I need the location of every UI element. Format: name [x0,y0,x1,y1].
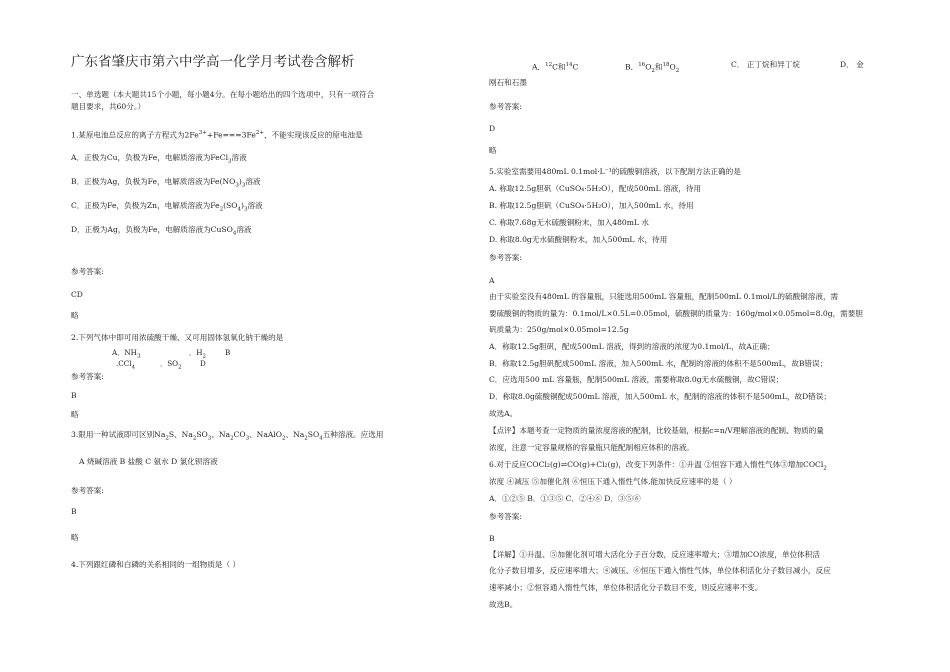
q5-exp-line-6: C．应选用500 mL 容量瓶，配制500mL 溶液，需要称取8.0g无水硫酸铜，故C错误； [489,375,784,384]
q2-option-c: .CCl$_4$ [116,359,136,371]
q2-option-a: A．$NH_3$ [112,348,141,360]
q5-ref-label: 参考答案: [489,253,522,262]
q3-explanation: 略 [71,533,79,542]
q5-option-c: C. 称取7.68g无水硫酸铜粉末，加入480mL 水 [489,218,650,227]
q1-ref-label: 参考答案: [71,267,104,276]
q5-comment-line-1: 【点评】本题考查一定物质的量浓度溶液的配制，比较基础，根据c=n/V理解溶液的配制、物质的量 [489,426,824,435]
q2-answer: B [71,391,77,400]
q4-ref-label: 参考答案: [489,102,522,111]
q4-answer: D [489,124,496,133]
q6-options: A．①②⑤ B．①③⑤ C．②④⑥ D．③⑤⑥ [489,494,641,503]
q1-stem: 1.某原电池总反应的离子方程式为$2Fe^{3+}+Fe===3Fe^{2+}$，不能实现该反应的原电池是 [71,130,363,140]
q3-options: A 烧碱溶液 B 盐酸 C 氨水 D 氯化钡溶液 [79,457,218,466]
q1-option-c: C．正极为Fe，负极为Zn，电解质溶液为$Fe_2(SO_4)_3$溶液 [71,201,263,213]
q5-exp-line-3: 矾质量为：250g/mol×0.05mol=12.5g [489,325,629,334]
q4-option-c: C． 正丁烷和异丁烷 [731,60,800,69]
q3-answer: B [71,507,77,516]
q6-exp-line-4: 故选B。 [489,600,518,609]
q6-answer: B [489,534,495,543]
q5-option-a: A. 称取12.5g胆矾（CuSO₄·5H₂O），配成500mL 溶液，待用 [489,184,702,193]
q1-option-b: B．正极为Ag，负极为Fe，电解质溶液为$Fe(NO_3)_3$溶液 [71,177,261,189]
q5-stem: 5.实验室需要用480mL 0.1mol·L⁻¹的硫酸铜溶液，以下配制方法正确的是 [489,167,741,176]
q6-stem-line-2: 浓度 ④减压 ⑤加催化剂 ⑥恒压下通入惰性气体,能加快反应速率的是（ ） [489,477,737,486]
q1-option-a: A．正极为Cu，负极为Fe，电解质溶液为FeCl$_3$溶液 [71,153,247,165]
q4-option-a: A．$^{12}$C和$^{14}$C [532,62,579,72]
q5-exp-line-2: 要硫酸铜的物质的量为：0.1mol/L×0.5L=0.05mol，硫酸铜的质量为：160g/mol×0.05mol=8.0g，需要胆 [489,309,863,318]
q2-stem: 2.下列气体中即可用浓硫酸干燥、又可用固体氢氧化钠干燥的是 [71,333,284,342]
q5-option-d: D. 称取8.0g无水硫酸铜粉末，加入500mL 水，待用 [489,235,668,244]
q6-exp-line-2: 化分子数目增多，反应速率增大；④减压、⑥恒压下通入惰性气体，单位体积活化分子数目减小，反应 [489,566,831,575]
q5-comment-line-2: 浓度，注意一定容量规格的容量瓶只能配制相应体积的溶液。 [489,443,695,452]
q4-explanation: 略 [489,146,497,155]
q5-exp-line-4: A．称取12.5g胆矾，配成500mL 溶液，得到的溶液的浓度为0.1mol/L，故A正确； [489,342,775,351]
q1-answer: CD [71,290,83,299]
q3-ref-label: 参考答案: [71,486,104,495]
section-heading: 一、单选题（本大题共15个小题，每小题4分。在每小题给出的四个选项中，只有一项符合 [71,90,375,99]
page-title: 广东省肇庆市第六中学高一化学月考试卷含解析 [71,54,355,70]
q2-explanation: 略 [71,410,79,419]
q4-option-b: B．$^{16}O_2$和$^{18}O_2$ [625,62,680,75]
q5-exp-line-5: B．称取12.5g胆矾配成500mL 溶液，加入500mL 水，配制的溶液的体积不是500mL，故B错误； [489,359,828,368]
q5-option-b: B. 称取12.5g胆矾（CuSO₄·5H₂O），加入500mL 水，待用 [489,201,694,210]
q6-exp-line-3: 速率减小；②恒容通入惰性气体，单位体积活化分子数目不变，则反应速率不变。 [489,583,763,592]
q3-stem: 3.限用一种试液即可区别$Na_2S$、$Na_2SO_3$、$Na_2CO_3$、NaAlO$_2$、$Na_2SO_4$五种溶液。应选用 [71,430,384,442]
q2-option-b: ．$H_2$ [189,348,206,360]
q6-exp-line-1: 【详解】①升温、⑤加催化剂可增大活化分子百分数，反应速率增大；③增加CO浓度，单位体积活 [489,550,820,559]
q4-option-d-cont: 刚石和石墨 [489,78,527,87]
q5-exp-line-1: 由于实验室没有480mL 的容量瓶，只能选用500mL 容量瓶，配制500mL 0.1mol/L的硫酸铜溶液，需 [489,292,839,301]
q4-stem: 4.下列跟红磷和白磷的关系相同的一组物质是（ ） [71,560,241,569]
q1-option-d: D．正极为Ag，负极为Fe，电解质溶液为CuSO$_4$溶液 [71,225,252,237]
q2-option-d-letter: D [200,359,206,368]
q2-ref-label: 参考答案: [71,372,104,381]
q6-stem-line-1: 6.对于反应COCl₂(g)⇌CO(g)+Cl₂(g)，改变下列条件：①升温 ②恒容下通入惰性气体③增加COCl$_2$ [489,460,827,472]
q1-explanation: 略 [71,311,79,320]
q5-exp-line-8: 故选A。 [489,409,518,418]
q6-ref-label: 参考答案: [489,512,522,521]
q5-answer: A [489,276,495,285]
q4-option-d: D． 金 [840,60,864,69]
q2-option-b-letter: B [225,348,231,357]
q2-option-d: ．$SO_2$ [160,359,182,371]
section-heading-cont: 题目要求，共60分。） [71,102,146,111]
q5-exp-line-7: D．称取8.0g硫酸铜配成500mL 溶液，加入500mL 水，配制的溶液的体积不是500mL，故D错误； [489,392,831,401]
